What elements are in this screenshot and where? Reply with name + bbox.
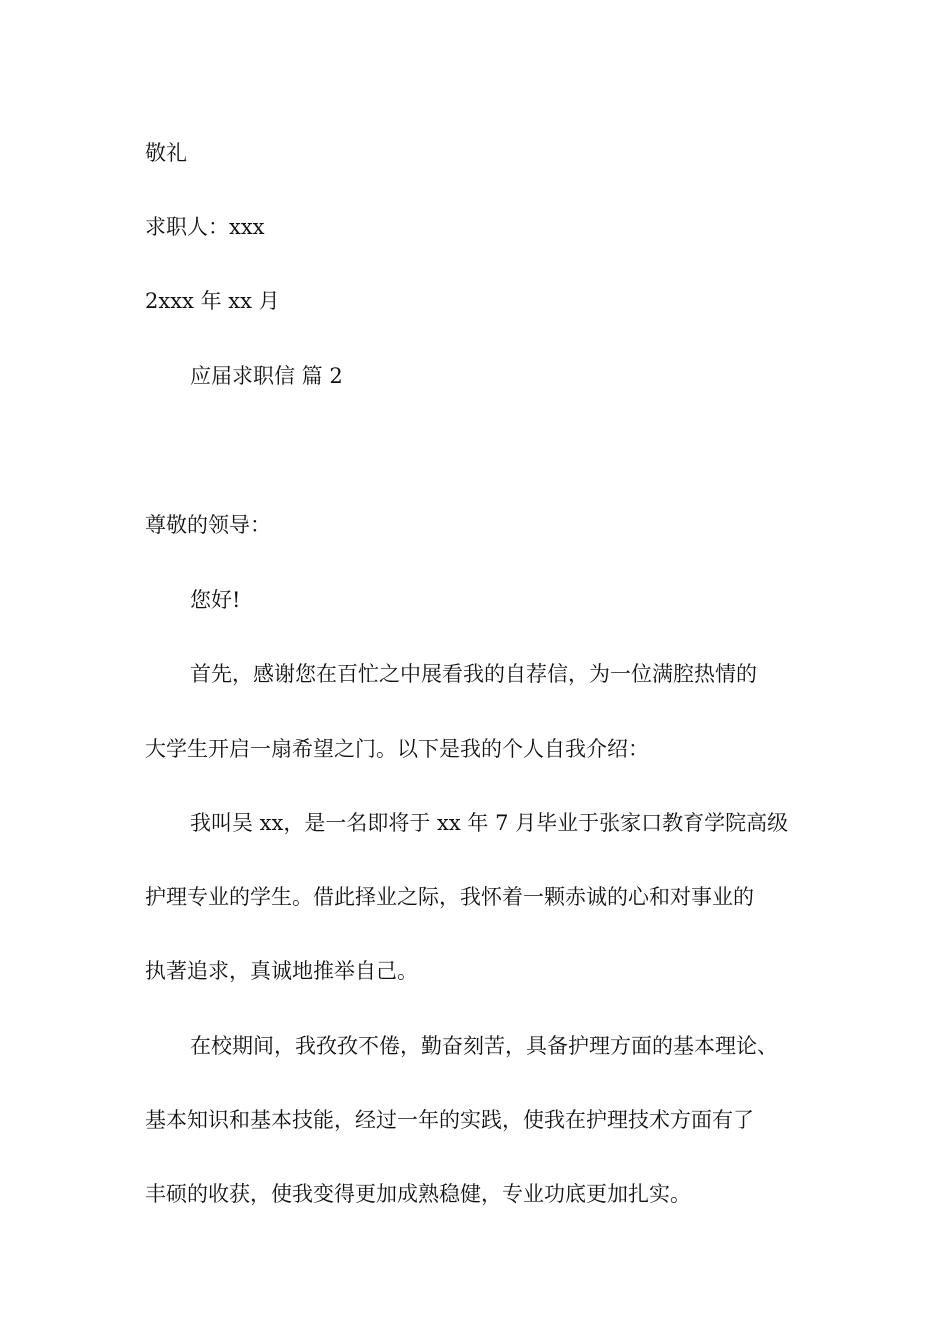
paragraph-2-line-3: 执著追求，真诚地推举自己。 bbox=[145, 959, 418, 983]
greeting: 尊敬的领导： bbox=[145, 513, 271, 537]
section-title: 应届求职信 篇 2 bbox=[190, 364, 343, 388]
paragraph-1-line-1: 首先，感谢您在百忙之中展看我的自荐信，为一位满腔热情的 bbox=[190, 662, 757, 686]
paragraph-2-line-1: 我叫吴 xx，是一名即将于 xx 年 7 月毕业于张家口教育学院高级 bbox=[190, 811, 789, 835]
closing-date: 2xxx 年 xx 月 bbox=[145, 289, 280, 313]
paragraph-1-line-2: 大学生开启一扇希望之门。以下是我的个人自我介绍： bbox=[145, 737, 649, 761]
paragraph-3-line-2: 基本知识和基本技能，经过一年的实践，使我在护理技术方面有了 bbox=[145, 1108, 754, 1132]
paragraph-2-line-2: 护理专业的学生。借此择业之际，我怀着一颗赤诚的心和对事业的 bbox=[145, 885, 754, 909]
closing-salutation: 敬礼 bbox=[145, 141, 187, 165]
paragraph-3-line-1: 在校期间，我孜孜不倦，勤奋刻苦，具备护理方面的基本理论、 bbox=[190, 1034, 778, 1058]
paragraph-3-line-3: 丰硕的收获，使我变得更加成熟稳健，专业功底更加扎实。 bbox=[145, 1182, 691, 1206]
hello-line: 您好! bbox=[190, 588, 241, 612]
closing-applicant: 求职人：xxx bbox=[145, 215, 265, 239]
